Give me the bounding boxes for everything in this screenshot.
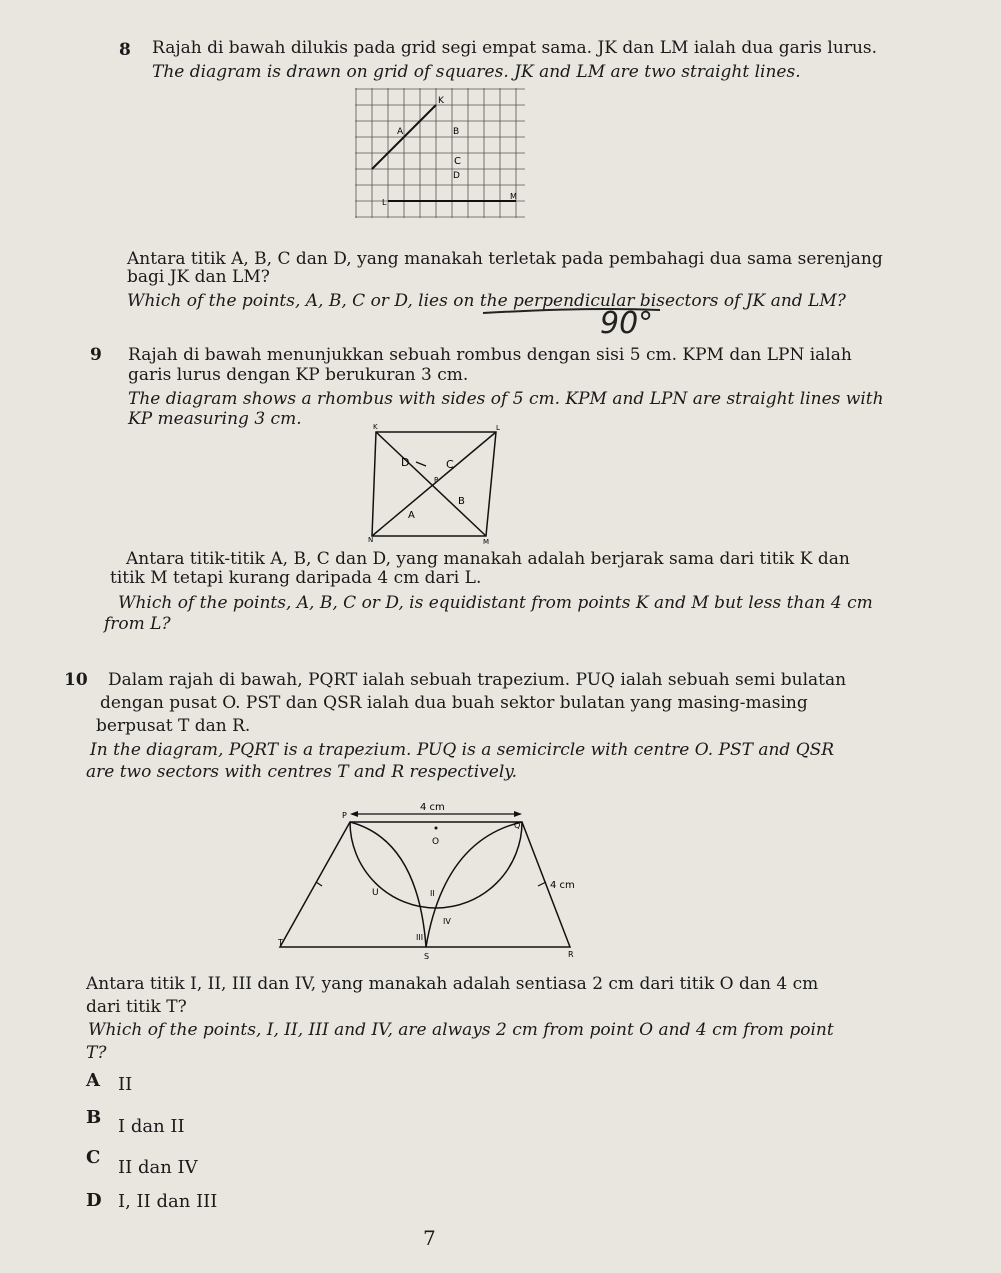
tick-mark-left (316, 882, 322, 886)
trapezium-pqrt (280, 822, 570, 947)
label-a: A (397, 127, 404, 137)
q10-english-question-1: Which of the points, I, II, III and IV, are always 2 cm from point O and 4 cm from point (88, 1020, 834, 1040)
label-c: C (446, 458, 454, 471)
label-r: R (568, 950, 574, 959)
q8-malay-question-1: Antara titik A, B, C dan D, yang manakah terletak pada pembahagi dua sama serenjang (127, 249, 883, 269)
label-a: A (408, 510, 415, 521)
label-m: M (483, 538, 490, 546)
option-a-text[interactable]: II (118, 1074, 133, 1095)
label-m: M (510, 192, 517, 201)
line-kpm (376, 432, 486, 536)
q9-english-statement-2: KP measuring 3 cm. (128, 409, 302, 429)
handwriting-text: 90° (600, 306, 654, 335)
line-lpn (372, 432, 496, 536)
label-p: P (342, 811, 347, 820)
q10-malay-statement-1: Dalam rajah di bawah, PQRT ialah sebuah trapezium. PUQ ialah sebuah semi bulatan (108, 670, 847, 690)
label-p: P (434, 476, 439, 484)
option-d-text[interactable]: I, II dan III (118, 1191, 218, 1212)
question-8-number: 8 (119, 40, 131, 60)
arrow-head-left (350, 811, 358, 817)
label-n: N (368, 536, 374, 544)
arrow-head-right (514, 811, 522, 817)
centre-o-dot (435, 827, 438, 830)
label-t: T (278, 938, 283, 947)
label-d: D (401, 456, 410, 469)
q8-malay-question-2: bagi JK dan LM? (127, 267, 270, 287)
q9-malay-question-1: Antara titik-titik A, B, C dan D, yang manakah adalah berjarak sama dari titik K dan (126, 549, 850, 569)
option-a-letter: A (86, 1070, 100, 1091)
q10-english-question-2: T? (86, 1043, 107, 1063)
label-k: K (373, 423, 378, 431)
q8-english-statement: The diagram is drawn on grid of squares. JK and LM are two straight lines. (152, 62, 801, 82)
side-dimension-label: 4 cm (550, 880, 575, 891)
label-o: O (432, 837, 440, 847)
label-u: U (372, 888, 379, 898)
q8-malay-statement: Rajah di bawah dilukis pada grid segi empat sama. JK dan LM ialah dua garis lurus. (152, 38, 878, 58)
question-9-number: 9 (90, 345, 102, 365)
label-iv: IV (443, 917, 451, 926)
q9-malay-question-2: titik M tetapi kurang daripada 4 cm dari L. (110, 568, 482, 588)
label-q: Q (514, 821, 521, 830)
q10-malay-statement-2: dengan pusat O. PST dan QSR ialah dua buah sektor bulatan yang masing-masing (100, 693, 808, 713)
q10-malay-statement-3: berpusat T dan R. (96, 716, 251, 736)
label-c: C (454, 156, 461, 167)
q10-malay-question-1: Antara titik I, II, III dan IV, yang manakah adalah sentiasa 2 cm dari titik O dan 4 cm (86, 974, 819, 994)
q8-handwritten-answer (480, 305, 700, 335)
option-c-letter: C (86, 1147, 101, 1168)
option-d-letter: D (86, 1190, 102, 1211)
q10-english-statement-1: In the diagram, PQRT is a trapezium. PUQ is a semicircle with centre O. PST and QSR (90, 740, 835, 760)
label-ii: II (430, 889, 435, 898)
option-c-text[interactable]: II dan IV (118, 1157, 198, 1178)
q9-malay-statement-2: garis lurus dengan KP berukuran 3 cm. (128, 365, 469, 385)
q10-english-statement-2: are two sectors with centres T and R respectively. (86, 762, 518, 782)
label-iii: III (416, 933, 424, 942)
option-b-text[interactable]: I dan II (118, 1116, 185, 1137)
label-s: S (424, 952, 430, 961)
sector-qsr (426, 822, 522, 947)
q9-english-question-1: Which of the points, A, B, C or D, is equidistant from points K and M but less than 4 cm (118, 593, 873, 613)
q9-english-statement-1: The diagram shows a rhombus with sides of 5 cm. KPM and LPN are straight lines with (128, 389, 884, 409)
label-l: L (496, 424, 500, 432)
q8-grid-diagram (355, 88, 527, 220)
q8-english-question: Which of the points, A, B, C or D, lies on the perpendicular bisectors of JK and LM? (127, 291, 846, 311)
page-number: 7 (423, 1226, 436, 1250)
label-k: K (438, 96, 444, 106)
q9-rhombus-diagram (368, 422, 508, 546)
tick-mark-right (538, 882, 546, 886)
q10-malay-question-2: dari titik T? (86, 997, 187, 1017)
q9-english-question-2: from L? (104, 614, 171, 634)
q9-malay-statement-1: Rajah di bawah menunjukkan sebuah rombus dengan sisi 5 cm. KPM dan LPN ialah (128, 345, 852, 365)
question-10-number: 10 (64, 670, 88, 690)
arc-c (416, 462, 426, 466)
sector-pst (350, 822, 426, 947)
label-l: L (382, 198, 387, 207)
option-b-letter: B (86, 1107, 102, 1128)
label-d: D (453, 171, 460, 181)
label-b: B (458, 496, 465, 507)
label-b: B (453, 127, 460, 137)
q10-trapezium-diagram (268, 800, 608, 970)
top-dimension-label: 4 cm (420, 802, 445, 813)
